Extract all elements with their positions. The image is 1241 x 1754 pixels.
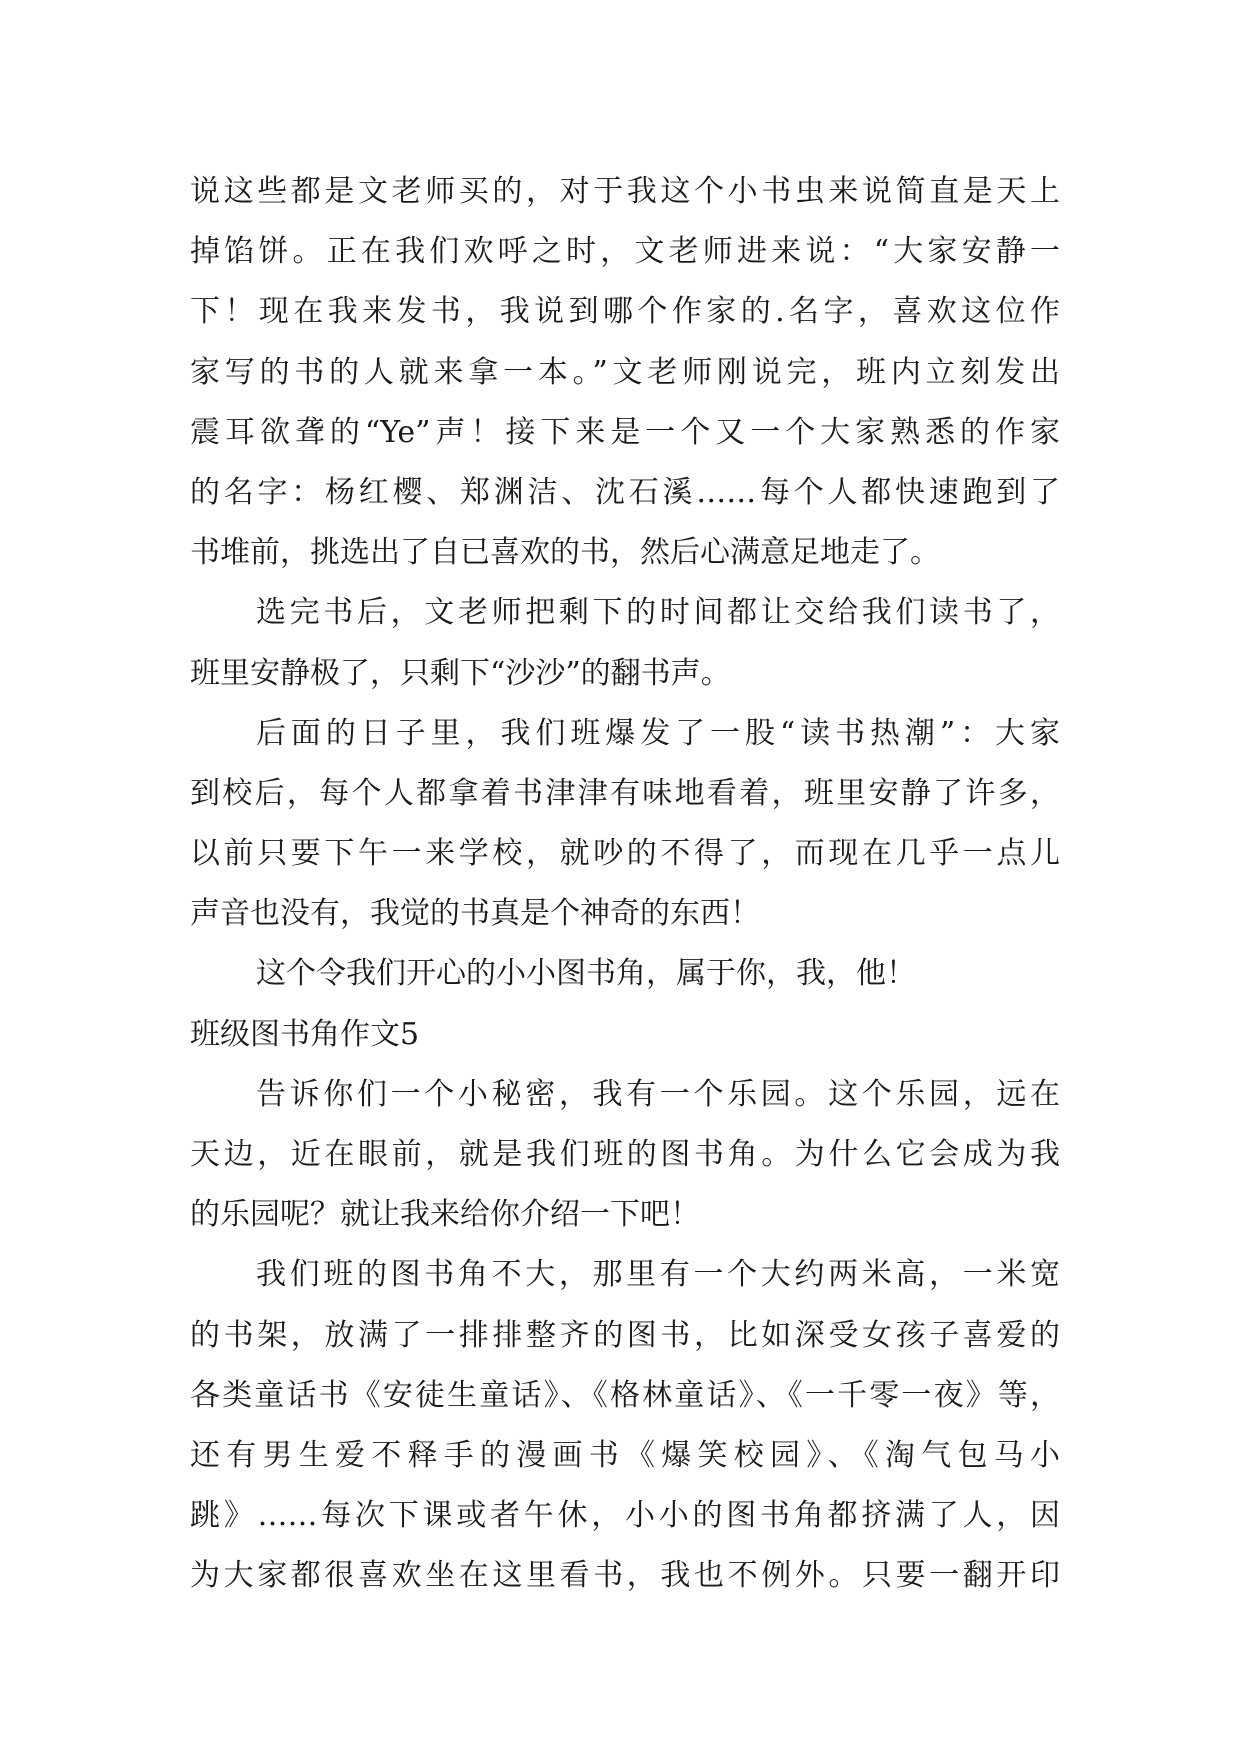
text-line: 下！现在我来发书，我说到哪个作家的.名字，喜欢这位作	[190, 294, 1060, 330]
section-heading: 班级图书角作文5	[190, 1016, 420, 1052]
text-line: 天边，近在眼前，就是我们班的图书角。为什么它会成为我	[190, 1137, 1060, 1172]
text-line: 为大家都很喜欢坐在这里看书，我也不例外。只要一翻开印	[190, 1558, 1060, 1594]
text-line: 的乐园呢？就让我来给你介绍一下吧！	[190, 1197, 700, 1233]
text-line: 的书架，放满了一排排整齐的图书，比如深受女孩子喜爱的	[190, 1317, 1060, 1353]
essay-text	[190, 162, 1060, 1607]
text-line: 选完书后，文老师把剩下的时间都让交给我们读书了，	[256, 595, 1060, 631]
text-line: 书堆前，挑选出了自已喜欢的书，然后心满意足地走了。	[190, 535, 940, 571]
text-line: 班里安静极了，只剩下“沙沙”的翻书声。	[190, 655, 731, 691]
text-line: 以前只要下午一来学校，就吵的不得了，而现在几乎一点儿	[190, 836, 1060, 872]
text-line: 家写的书的人就来拿一本。”文老师刚说完，班内立刻发出	[190, 354, 1060, 390]
text-line: 后面的日子里，我们班爆发了一股“读书热潮”：大家	[256, 715, 1060, 751]
text-line: 震耳欲聋的“Ye”声！接下来是一个又一个大家熟悉的作家	[190, 414, 1060, 450]
text-line: 说这些都是文老师买的，对于我这个小书虫来说简直是天上	[190, 174, 1060, 209]
text-line: 掉馅饼。正在我们欢呼之时，文老师进来说：“大家安静一	[190, 234, 1060, 270]
text-line: 还有男生爱不释手的漫画书《爆笑校园》、《淘气包马小	[190, 1437, 1060, 1473]
text-line: 我们班的图书角不大，那里有一个大约两米高，一米宽	[256, 1257, 1060, 1293]
text-line: 告诉你们一个小秘密，我有一个乐园。这个乐园，远在	[256, 1076, 1060, 1112]
text-line: 各类童话书《安徒生童话》、《格林童话》、《一千零一夜》等，	[190, 1377, 1060, 1413]
text-line: 跳》……每次下课或者午休，小小的图书角都挤满了人，因	[190, 1498, 1060, 1534]
text-line: 这个令我们开心的小小图书角，属于你，我，他！	[256, 956, 916, 992]
text-line: 到校后，每个人都拿着书津津有味地看着，班里安静了许多，	[190, 775, 1060, 811]
text-line: 的名字：杨红樱、郑渊洁、沈石溪……每个人都快速跑到了	[190, 474, 1060, 510]
text-line: 声音也没有，我觉的书真是个神奇的东西！	[190, 896, 760, 932]
